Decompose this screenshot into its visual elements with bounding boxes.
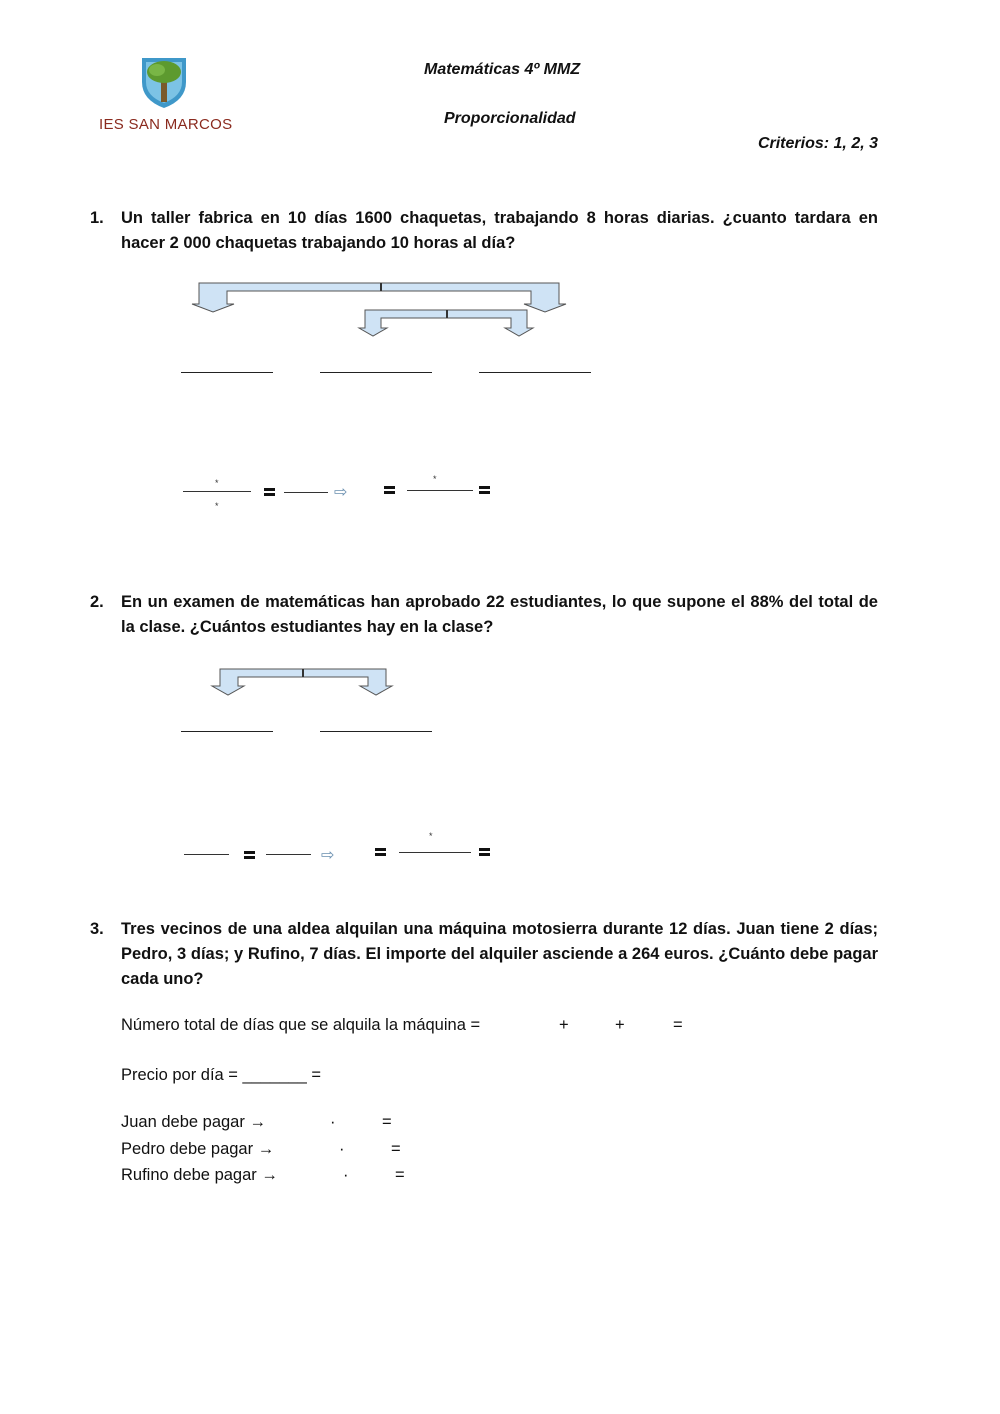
fraction-line — [407, 490, 473, 491]
fraction-line — [399, 852, 471, 853]
pedro-payment-label: Pedro debe pagar → — [121, 1140, 275, 1158]
proportion-arrows-diagram-2 — [210, 666, 395, 700]
question-number: 2. — [90, 593, 104, 611]
question-2 — [90, 590, 878, 640]
fraction-line — [184, 854, 229, 855]
equals-sign — [375, 848, 386, 856]
fraction-line — [284, 492, 328, 493]
question-number: 1. — [90, 209, 104, 227]
juan-payment-label: Juan debe pagar → — [121, 1113, 266, 1131]
multiply-sign: * — [215, 478, 219, 488]
answer-blank[interactable] — [479, 372, 591, 373]
dot-operator: · — [339, 1140, 345, 1158]
question-text: En un examen de matemáticas han aprobado 22 estudiantes, lo que supone el 88% del total de la clase. ¿Cuántos estudiantes hay en la clase? — [121, 593, 878, 636]
answer-blank[interactable] — [181, 731, 273, 732]
answer-blank[interactable] — [320, 372, 432, 373]
equals-sign — [264, 488, 275, 496]
question-3 — [90, 917, 878, 992]
dot-operator: · — [330, 1113, 336, 1131]
school-name: IES SAN MARCOS — [99, 116, 233, 133]
page-subtitle: Proporcionalidad — [444, 110, 576, 127]
equals-text: = — [395, 1166, 405, 1184]
answer-blank[interactable] — [181, 372, 273, 373]
fraction-line — [266, 854, 311, 855]
equals-sign — [244, 851, 255, 859]
question-1 — [90, 206, 878, 256]
multiply-sign: * — [433, 474, 437, 484]
page-title: Matemáticas 4º MMZ — [424, 61, 581, 78]
equals-text: = — [382, 1113, 392, 1131]
price-per-day-row: Precio por día = _______ = — [121, 1066, 321, 1084]
implies-arrow-icon: ⇨ — [334, 484, 348, 501]
answer-blank[interactable] — [320, 731, 432, 732]
plus-sign: + — [615, 1016, 625, 1034]
equals-sign — [384, 486, 395, 494]
question-text: Un taller fabrica en 10 días 1600 chaquetas, trabajando 8 horas diarias. ¿cuanto tardara en hacer 2 000 chaquetas trabajando 10 horas al día? — [121, 209, 878, 252]
rufino-payment-label: Rufino debe pagar → — [121, 1166, 278, 1184]
equals-sign — [479, 486, 490, 494]
question-text: Tres vecinos de una aldea alquilan una máquina motosierra durante 12 días. Juan tiene 2 días; Pedro, 3 días; y Rufino, 7 días. El importe del alquiler asciende a 264 euros. ¿Cuánto debe pagar cada uno? — [121, 920, 878, 988]
criteria: Criterios: 1, 2, 3 — [757, 135, 878, 152]
school-logo — [95, 52, 235, 142]
equals-sign — [479, 848, 490, 856]
plus-sign: + — [559, 1016, 569, 1034]
proportion-arrows-diagram-1 — [185, 280, 575, 342]
fraction-line — [183, 491, 251, 492]
multiply-sign: * — [429, 831, 433, 841]
dot-operator: · — [343, 1166, 349, 1184]
question-number: 3. — [90, 920, 104, 938]
equals-text: = — [391, 1140, 401, 1158]
total-days-label: Número total de días que se alquila la máquina = — [121, 1016, 481, 1034]
tree-shield-icon — [95, 52, 235, 112]
multiply-sign: * — [215, 501, 219, 511]
total-days-row — [121, 1016, 480, 1035]
implies-arrow-icon: ⇨ — [321, 847, 335, 864]
equals-text: = — [673, 1016, 683, 1034]
